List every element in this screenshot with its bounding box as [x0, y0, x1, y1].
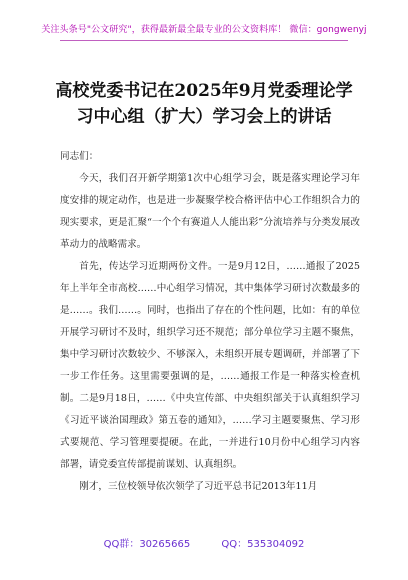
- footer-qq: QQ：535304092: [221, 539, 305, 550]
- paragraph: 今天，我们召开新学期第1次中心组学习会，既是落实理论学习年度安排的规定动作，也是进一步凝聚学校合格评估中心工作组织合力的现实要求，更是汇聚“一个个有赛道人人能出彩”分流培养与分类发展改革动力的战略需求。: [60, 173, 360, 250]
- header-divider: [60, 40, 348, 41]
- title-line-1: 高校党委书记在2025年9月党委理论学: [55, 81, 353, 101]
- title-line-2: 习中心组（扩大）学习会上的讲话: [76, 107, 332, 127]
- footer: [0, 535, 408, 550]
- document-body: [60, 146, 360, 498]
- document-title: [48, 78, 360, 130]
- paragraph: 首先，传达学习近期两份文件。一是9月12日，……通报了2025年上半年全市高校……中心组学习情况，其中集体学习研讨次数最多的是……。我们……。同时，也指出了存在的个性问题，比如：有的单位开展学习研讨不及时，组织学习还不规范；部分单位学习主题不聚焦，集中学习研讨次数较少、不够深入，未组织开展专题调研，并部署了下一步工作任务。这里需要强调的是，……通报工作是一种落实检查机制。二是9月18日，……《中央宣传部、中央组织部关于认真组织学习《习近平谈治国理政》第五卷的通知》，……学习主题要聚焦、学习形式要规范、学习管理要提硬。在此，一并进行10月份中心组学习内容部署，请党委宣传部提前谋划、认真组织。: [60, 261, 360, 470]
- header-note: 关注头条号"公文研究"，获得最新最全最专业的公文资料库！ 微信：gongwenyj: [41, 25, 367, 35]
- footer-qq-group: QQ群：30265665: [103, 539, 191, 550]
- greeting: 同志们：: [60, 151, 99, 162]
- paragraph: 刚才，三位校领导依次领学了习近平总书记2013年11月: [79, 481, 318, 492]
